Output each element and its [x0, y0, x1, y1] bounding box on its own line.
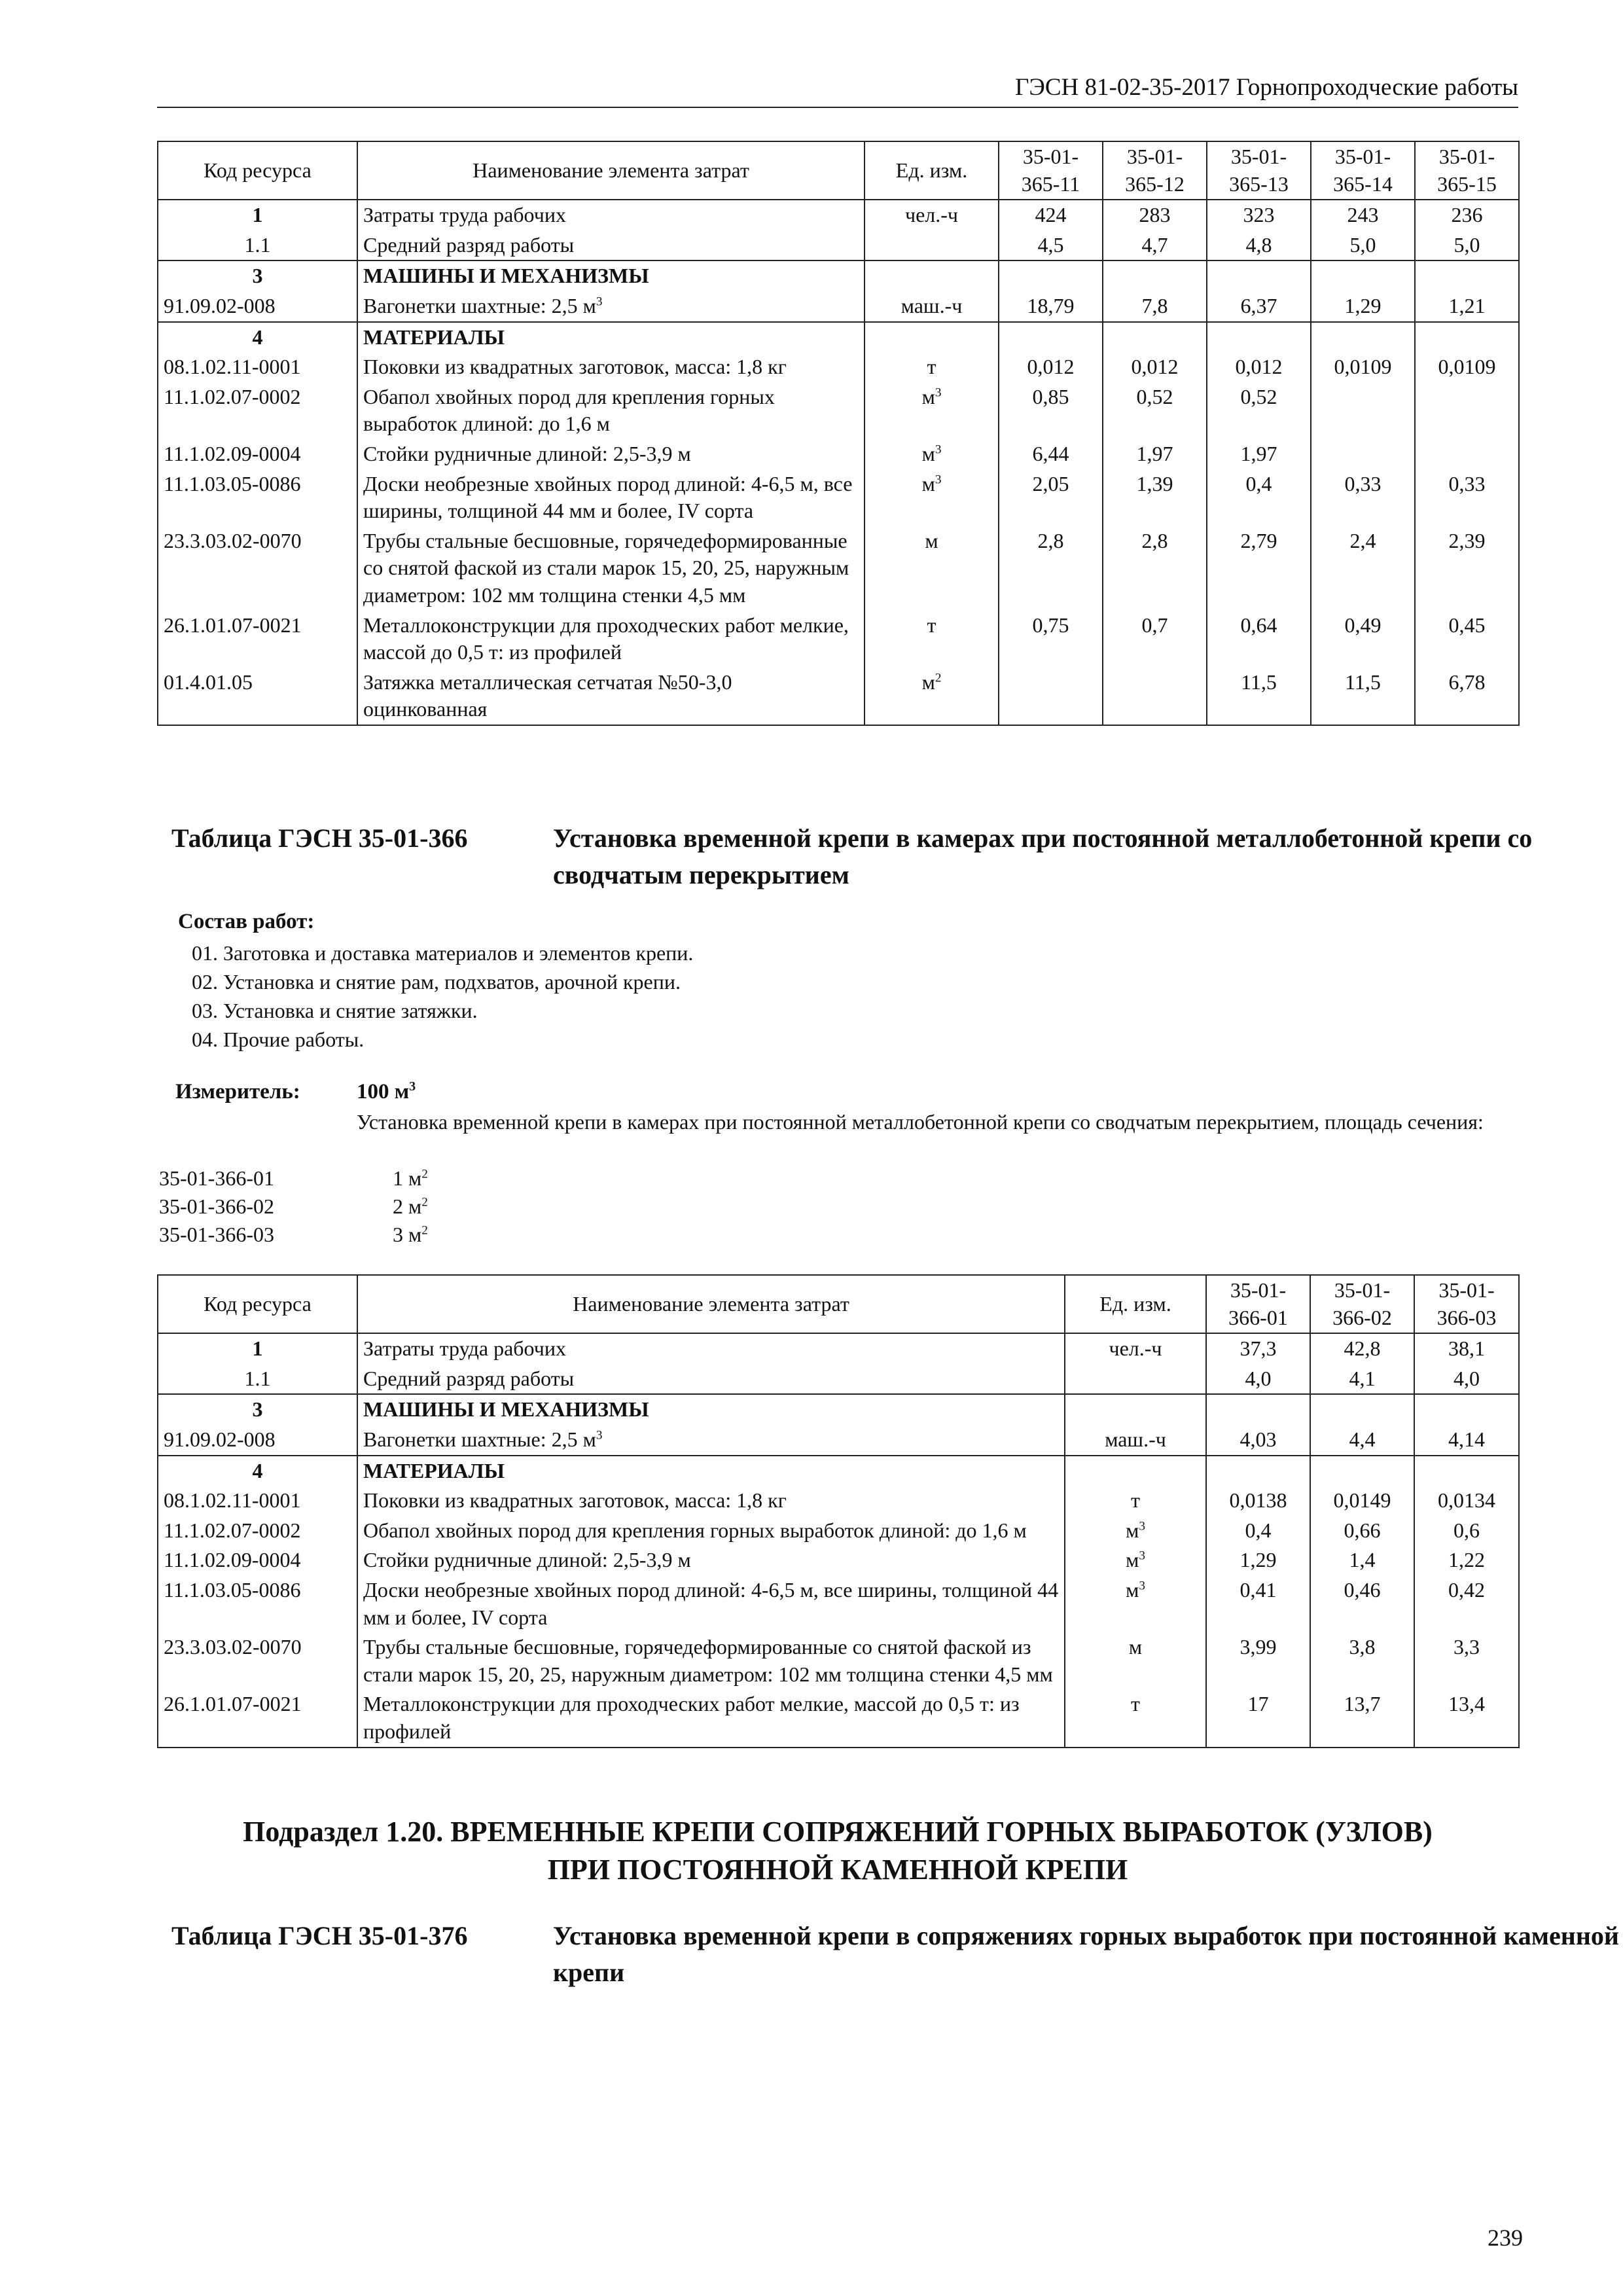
norm-value: 4,0 — [1414, 1364, 1519, 1395]
table-body — [158, 1333, 1519, 1747]
resource-unit: $м^3$ — [865, 382, 999, 439]
resource-unit: чел.-ч — [1065, 1333, 1206, 1364]
resource-unit: $м^2$ — [865, 668, 999, 725]
resource-unit: т — [1065, 1689, 1206, 1747]
norm-value: 1,97 — [1103, 439, 1207, 469]
norm-value: 2,8 — [1103, 526, 1207, 611]
norm-value — [1103, 668, 1207, 725]
norm-value: 236 — [1415, 200, 1519, 230]
norm-value: 4,5 — [999, 230, 1103, 261]
resource-code: 3 — [158, 1394, 357, 1425]
table-label: Таблица ГЭСН 35-01-366 — [171, 823, 468, 853]
resource-unit: $м^3$ — [865, 469, 999, 526]
col-header-norm: 35-01-365-13 — [1207, 141, 1311, 200]
resource-table-366 — [157, 1274, 1520, 1748]
norm-value: 243 — [1311, 200, 1415, 230]
norm-value — [1207, 322, 1311, 353]
norm-value: 0,0109 — [1415, 352, 1519, 382]
norm-value: 3,99 — [1206, 1632, 1310, 1689]
col-header-code: Код ресурса — [158, 141, 357, 200]
norm-value: 1,4 — [1310, 1545, 1414, 1575]
resource-unit: чел.-ч — [865, 200, 999, 230]
table-row — [158, 260, 1519, 291]
running-header: ГЭСН 81-02-35-2017 Горнопроходческие работы — [157, 73, 1518, 108]
table-row — [158, 322, 1519, 353]
norm-value — [999, 322, 1103, 353]
norm-value: 0,0149 — [1310, 1486, 1414, 1516]
norm-value — [999, 668, 1103, 725]
resource-code: 4 — [158, 1456, 357, 1486]
norm-area: 2 $м^2$ — [393, 1194, 428, 1218]
resource-unit — [865, 322, 999, 353]
norm-value: 0,4 — [1207, 469, 1311, 526]
norm-value: 0,41 — [1206, 1575, 1310, 1632]
table-row — [158, 200, 1519, 230]
resource-code: 23.3.03.02-0070 — [158, 1632, 357, 1689]
col-header-norm: 35-01-366-03 — [1414, 1275, 1519, 1333]
col-header-unit: Ед. изм. — [1065, 1275, 1206, 1333]
resource-name: Стойки рудничные длиной: 2,5-3,9 м — [357, 1545, 1065, 1575]
resource-name: Металлоконструкции для проходческих работ мелкие, массой до 0,5 т: из профилей — [357, 611, 865, 668]
meter-value: 100 $м^3$ — [357, 1079, 416, 1103]
resource-name: Доски необрезные хвойных пород длиной: 4-6,5 м, все ширины, толщиной 44 мм и более, IV сорта — [357, 469, 865, 526]
resource-code: 91.09.02-008 — [158, 291, 357, 322]
table-row — [158, 1545, 1519, 1575]
norm-value: 6,78 — [1415, 668, 1519, 725]
norm-value: 6,44 — [999, 439, 1103, 469]
norm-value: 0,0138 — [1206, 1486, 1310, 1516]
resource-code: 26.1.01.07-0021 — [158, 611, 357, 668]
composition-item: 04. Прочие работы. — [192, 1028, 365, 1052]
table-label: Таблица ГЭСН 35-01-376 — [171, 1921, 468, 1950]
table-header-row — [158, 1275, 1519, 1333]
resource-code: 1 — [158, 200, 357, 230]
norm-value: 38,1 — [1414, 1333, 1519, 1364]
norm-value: 0,85 — [999, 382, 1103, 439]
resource-code: 11.1.02.09-0004 — [158, 1545, 357, 1575]
col-header-code: Код ресурса — [158, 1275, 357, 1333]
norm-value: 0,012 — [999, 352, 1103, 382]
table-row — [158, 1425, 1519, 1456]
norm-value: 3,8 — [1310, 1632, 1414, 1689]
norm-value — [1206, 1394, 1310, 1425]
norm-value: 0,49 — [1311, 611, 1415, 668]
resource-name: Вагонетки шахтные: 2,5 $м^3$ — [357, 291, 865, 322]
resource-name: МАШИНЫ И МЕХАНИЗМЫ — [357, 260, 865, 291]
composition-list — [192, 939, 693, 1054]
table-row — [158, 1364, 1519, 1395]
norm-value: 283 — [1103, 200, 1207, 230]
norm-value: 2,79 — [1207, 526, 1311, 611]
norm-value: 0,33 — [1415, 469, 1519, 526]
table-header-row — [158, 141, 1519, 200]
norm-value: 13,4 — [1414, 1689, 1519, 1747]
norm-code: 35-01-366-03 — [159, 1223, 274, 1246]
page-number: 239 — [1488, 2225, 1523, 2251]
col-header-unit: Ед. изм. — [865, 141, 999, 200]
norm-value — [1415, 322, 1519, 353]
norm-value — [1207, 260, 1311, 291]
resource-code: 01.4.01.05 — [158, 668, 357, 725]
composition-item: 02. Установка и снятие рам, подхватов, арочной крепи. — [192, 970, 681, 994]
norm-value: 4,4 — [1310, 1425, 1414, 1456]
resource-unit: т — [865, 352, 999, 382]
norm-code: 35-01-366-02 — [159, 1194, 274, 1218]
resource-unit: $м^3$ — [1065, 1545, 1206, 1575]
resource-code: 08.1.02.11-0001 — [158, 352, 357, 382]
norm-value: 323 — [1207, 200, 1311, 230]
norm-value: 0,4 — [1206, 1516, 1310, 1546]
table-row — [158, 668, 1519, 725]
norm-value — [1311, 382, 1415, 439]
resource-name: Затраты труда рабочих — [357, 200, 865, 230]
norm-value: 1,22 — [1414, 1545, 1519, 1575]
table-row — [158, 1575, 1519, 1632]
resource-name: Стойки рудничные длиной: 2,5-3,9 м — [357, 439, 865, 469]
resource-code: 11.1.02.07-0002 — [158, 382, 357, 439]
resource-unit — [1065, 1394, 1206, 1425]
resource-unit: т — [865, 611, 999, 668]
norm-value: 11,5 — [1311, 668, 1415, 725]
resource-name: Поковки из квадратных заготовок, масса: 1,8 кг — [357, 1486, 1065, 1516]
norm-value — [1310, 1394, 1414, 1425]
norm-value: 0,45 — [1415, 611, 1519, 668]
resource-unit — [865, 230, 999, 261]
table-row — [158, 526, 1519, 611]
resource-code: 3 — [158, 260, 357, 291]
norm-value: 4,0 — [1206, 1364, 1310, 1395]
norm-value: 4,7 — [1103, 230, 1207, 261]
table-row — [158, 1632, 1519, 1689]
table-row — [158, 1394, 1519, 1425]
resource-unit: м — [865, 526, 999, 611]
table-row — [158, 439, 1519, 469]
norm-value: 0,46 — [1310, 1575, 1414, 1632]
norm-code: 35-01-366-01 — [159, 1166, 274, 1190]
norm-value — [1415, 382, 1519, 439]
resource-unit: м — [1065, 1632, 1206, 1689]
col-header-name: Наименование элемента затрат — [357, 141, 865, 200]
meter-description: Установка временной крепи в камерах при постоянной металлобетонной крепи со сводчатым перекрытием, площадь сечения: — [357, 1110, 1484, 1134]
resource-code: 11.1.03.05-0086 — [158, 1575, 357, 1632]
norm-value: 13,7 — [1310, 1689, 1414, 1747]
resource-name: Обапол хвойных пород для крепления горных выработок длиной: до 1,6 м — [357, 382, 865, 439]
norm-value: 3,3 — [1414, 1632, 1519, 1689]
norm-value: 4,03 — [1206, 1425, 1310, 1456]
resource-code: 1.1 — [158, 1364, 357, 1395]
resource-table-365 — [157, 141, 1520, 726]
table-row — [158, 291, 1519, 322]
table-row — [158, 1689, 1519, 1747]
resource-name: МАШИНЫ И МЕХАНИЗМЫ — [357, 1394, 1065, 1425]
composition-heading: Состав работ: — [178, 910, 315, 933]
norm-value: 1,39 — [1103, 469, 1207, 526]
resource-code: 11.1.03.05-0086 — [158, 469, 357, 526]
composition-item: 03. Установка и снятие затяжки. — [192, 999, 478, 1023]
norm-area: 3 $м^2$ — [393, 1223, 428, 1246]
composition-item: 01. Заготовка и доставка материалов и элементов крепи. — [192, 941, 694, 965]
resource-unit: маш.-ч — [865, 291, 999, 322]
subsection-line: Подраздел 1.20. ВРЕМЕННЫЕ КРЕПИ СОПРЯЖЕНИЙ ГОРНЫХ ВЫРАБОТОК (УЗЛОВ) — [243, 1816, 1433, 1848]
norm-value — [1311, 260, 1415, 291]
norm-value — [1311, 322, 1415, 353]
resource-code: 08.1.02.11-0001 — [158, 1486, 357, 1516]
resource-code: 1 — [158, 1333, 357, 1364]
norm-value — [1414, 1394, 1519, 1425]
col-header-norm: 35-01-365-15 — [1415, 141, 1519, 200]
resource-unit — [1065, 1364, 1206, 1395]
norm-value: 5,0 — [1311, 230, 1415, 261]
norm-value: 1,29 — [1311, 291, 1415, 322]
resource-name: МАТЕРИАЛЫ — [357, 1456, 1065, 1486]
norm-value — [1311, 439, 1415, 469]
table-body — [158, 200, 1519, 725]
resource-unit: $м^3$ — [1065, 1516, 1206, 1546]
norm-value: 4,1 — [1310, 1364, 1414, 1395]
norm-value: 2,39 — [1415, 526, 1519, 611]
norm-value: 0,0109 — [1311, 352, 1415, 382]
norm-value — [1310, 1456, 1414, 1486]
norm-value: 2,4 — [1311, 526, 1415, 611]
subsection-heading — [157, 1813, 1518, 1889]
table-title: Установка временной крепи в сопряжениях горных выработок при постоянной каменной крепи — [553, 1921, 1619, 1987]
norm-value: 424 — [999, 200, 1103, 230]
norm-value — [1415, 260, 1519, 291]
norm-value: 0,52 — [1103, 382, 1207, 439]
resource-name: МАТЕРИАЛЫ — [357, 322, 865, 353]
resource-name: Трубы стальные бесшовные, горячедеформированные со снятой фаской из стали марок 15, 20, 25, наружным диаметром: 102 мм толщина стенки 4,5 мм — [357, 526, 865, 611]
subsection-line: ПРИ ПОСТОЯННОЙ КАМЕННОЙ КРЕПИ — [547, 1854, 1128, 1886]
meter-label: Измеритель: — [175, 1080, 300, 1103]
resource-name: Трубы стальные бесшовные, горячедеформированные со снятой фаской из стали марок 15, 20, 25, наружным диаметром: 102 мм толщина стенки 4,5 мм — [357, 1632, 1065, 1689]
norm-value: 2,05 — [999, 469, 1103, 526]
table-row — [158, 352, 1519, 382]
resource-unit: маш.-ч — [1065, 1425, 1206, 1456]
table-row — [158, 1333, 1519, 1364]
norm-value — [1103, 260, 1207, 291]
resource-name: Вагонетки шахтные: 2,5 $м^3$ — [357, 1425, 1065, 1456]
norm-value: 0,75 — [999, 611, 1103, 668]
norm-value — [999, 260, 1103, 291]
norm-value: 0,64 — [1207, 611, 1311, 668]
resource-code: 26.1.01.07-0021 — [158, 1689, 357, 1747]
resource-name: Поковки из квадратных заготовок, масса: 1,8 кг — [357, 352, 865, 382]
resource-name: Затраты труда рабочих — [357, 1333, 1065, 1364]
resource-name: Доски необрезные хвойных пород длиной: 4-6,5 м, все ширины, толщиной 44 мм и более, IV сорта — [357, 1575, 1065, 1632]
norm-value — [1415, 439, 1519, 469]
norm-value: 0,012 — [1103, 352, 1207, 382]
norm-value: 0,6 — [1414, 1516, 1519, 1546]
norm-value: 42,8 — [1310, 1333, 1414, 1364]
norm-value: 4,8 — [1207, 230, 1311, 261]
table-row — [158, 230, 1519, 261]
resource-name: Обапол хвойных пород для крепления горных выработок длиной: до 1,6 м — [357, 1516, 1065, 1546]
resource-code: 1.1 — [158, 230, 357, 261]
norm-value: 2,8 — [999, 526, 1103, 611]
resource-unit: т — [1065, 1486, 1206, 1516]
resource-unit: $м^3$ — [1065, 1575, 1206, 1632]
table-row — [158, 1456, 1519, 1486]
norm-value: 0,7 — [1103, 611, 1207, 668]
norm-value: 1,29 — [1206, 1545, 1310, 1575]
norm-value — [1103, 322, 1207, 353]
norm-value: 5,0 — [1415, 230, 1519, 261]
resource-name: Средний разряд работы — [357, 1364, 1065, 1395]
resource-code: 23.3.03.02-0070 — [158, 526, 357, 611]
norm-value: 0,33 — [1311, 469, 1415, 526]
col-header-name: Наименование элемента затрат — [357, 1275, 1065, 1333]
table-row — [158, 1486, 1519, 1516]
table-row — [158, 1516, 1519, 1546]
table-row — [158, 469, 1519, 526]
norm-value: 0,52 — [1207, 382, 1311, 439]
resource-code: 11.1.02.07-0002 — [158, 1516, 357, 1546]
norm-value: 37,3 — [1206, 1333, 1310, 1364]
norm-value — [1206, 1456, 1310, 1486]
norm-value: 1,97 — [1207, 439, 1311, 469]
norm-value: 18,79 — [999, 291, 1103, 322]
col-header-norm: 35-01-366-02 — [1310, 1275, 1414, 1333]
norm-value: 1,21 — [1415, 291, 1519, 322]
norm-value: 0,42 — [1414, 1575, 1519, 1632]
norm-value — [1414, 1456, 1519, 1486]
norm-value: 4,14 — [1414, 1425, 1519, 1456]
col-header-norm: 35-01-366-01 — [1206, 1275, 1310, 1333]
col-header-norm: 35-01-365-14 — [1311, 141, 1415, 200]
norm-value: 11,5 — [1207, 668, 1311, 725]
norm-value: 0,0134 — [1414, 1486, 1519, 1516]
table-row — [158, 611, 1519, 668]
norm-value: 0,012 — [1207, 352, 1311, 382]
norm-area: 1 $м^2$ — [393, 1166, 428, 1190]
resource-name: Затяжка металлическая сетчатая №50-3,0 оцинкованная — [357, 668, 865, 725]
norm-value: 0,66 — [1310, 1516, 1414, 1546]
table-row — [158, 382, 1519, 439]
resource-name: Средний разряд работы — [357, 230, 865, 261]
resource-name: Металлоконструкции для проходческих работ мелкие, массой до 0,5 т: из профилей — [357, 1689, 1065, 1747]
resource-unit: $м^3$ — [865, 439, 999, 469]
resource-unit — [1065, 1456, 1206, 1486]
resource-code: 11.1.02.09-0004 — [158, 439, 357, 469]
resource-unit — [865, 260, 999, 291]
norm-value: 7,8 — [1103, 291, 1207, 322]
col-header-norm: 35-01-365-11 — [999, 141, 1103, 200]
norm-value: 6,37 — [1207, 291, 1311, 322]
resource-code: 91.09.02-008 — [158, 1425, 357, 1456]
resource-code: 4 — [158, 322, 357, 353]
norm-value: 17 — [1206, 1689, 1310, 1747]
col-header-norm: 35-01-365-12 — [1103, 141, 1207, 200]
table-title: Установка временной крепи в камерах при постоянной металлобетонной крепи со сводчатым перекрытием — [553, 823, 1533, 889]
